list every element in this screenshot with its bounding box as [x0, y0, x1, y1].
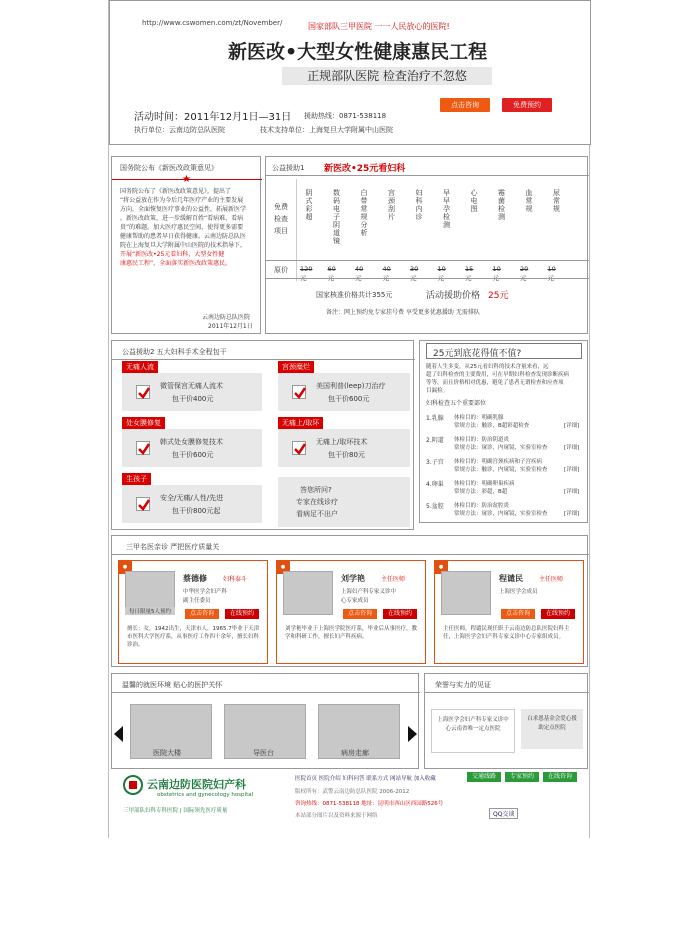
doctor-desc: 擅长：女，1942出生，天津市人，1965.7毕业于天津市医科大学医疗系，从事医疗工作四十余年，擅长妇科诊治。 [127, 626, 260, 648]
header-consult-button[interactable]: 点击咨询 [440, 98, 490, 112]
doctor-line-1: 上海医学会成员 [499, 589, 538, 595]
worth-row-no: 3.子宫 [426, 459, 444, 466]
doctor-card [118, 560, 268, 664]
worth-intro: 随着人生多变，从25元看妇科的技术含量来看，远 超了妇科检查的主要费用，可在早期妇科检查发现诊断疾病 等等，而且价格相对优惠，避免了患者无谓检查和应查项 目漏检。 [426, 364, 570, 394]
aid1-item: 早早孕检测 [443, 189, 450, 229]
check-icon [136, 497, 150, 511]
policy-date: 2011年12月1日 [208, 323, 253, 330]
aid1-price: 40元 [355, 265, 364, 282]
doctor-role: 妇科泰斗 [223, 576, 248, 583]
surgery-tag: 生孩子 [122, 473, 151, 485]
worth-more-link[interactable]: [详细] [564, 511, 580, 517]
aid1-price: 60元 [327, 265, 336, 282]
surgery-name: 微管保宫无痛人流术 [160, 382, 223, 390]
aid1-panel [265, 156, 588, 334]
header-subtitle: 正规部队医院 检查治疗不忽悠 [282, 67, 492, 85]
aid1-item: 阴式彩超 [305, 189, 313, 221]
honor-cert-2: 白求恩基金会爱心援助定点医院 [521, 709, 583, 749]
surgery-tag: 处女膜修复 [122, 417, 165, 429]
worth-row-b: 常规方法：触诊，B超彩超检查 [454, 423, 530, 429]
aid1-price: 10元 [437, 265, 446, 282]
worth-more-link[interactable]: [详细] [564, 445, 580, 451]
aid1-rowhead: 免费检查项目 [274, 203, 288, 235]
surgery-name: 韩式处女膜修复技术 [160, 438, 223, 446]
worth-row-no: 5.盆腔 [426, 503, 444, 510]
worth-more-link[interactable]: [详细] [564, 423, 580, 429]
check-icon [292, 441, 306, 455]
executor: 执行单位：云南边防总队医院 [134, 126, 225, 134]
doctor-name: 程谴民 [499, 574, 523, 583]
logo-en: obstetrics and gynecology hospital [157, 792, 254, 798]
worth-more-link[interactable]: [详细] [564, 489, 580, 495]
header-slogan: 国家部队三甲医院 一一人民放心的医院! [308, 22, 450, 31]
aid1-price: 10元 [547, 265, 556, 282]
aid1-item: 霉菌检测 [498, 189, 505, 221]
footer-note: 本站部分图片以及资料来源于网络 [295, 813, 378, 819]
logo-sub: 三甲部队妇科专科医院 | 国际领先医疗质量 [123, 808, 228, 814]
page [108, 0, 590, 838]
surgery-price: 包干价600元 [172, 451, 214, 459]
aid2-title: 公益援助2 五大妇科手术全程包干 [122, 348, 227, 356]
badge-icon: ● [276, 560, 290, 574]
ask-card[interactable]: 答您所问? 专家在线诊疗 看病足不出户 [278, 477, 410, 527]
surgery-price: 包干价80元 [328, 451, 365, 459]
aid1-item: 血常规 [525, 189, 533, 213]
doctor-role: 主任医师 [539, 576, 564, 583]
doctor-photo [441, 571, 491, 615]
doctor-role: 主任医师 [381, 576, 406, 583]
worth-row-b: 常规方法：彩超，B超 [454, 489, 508, 495]
aid1-price: 30元 [410, 265, 419, 282]
surgery-name: 安全/无痛/人性/先进 [160, 494, 224, 502]
doctor-photo [283, 571, 333, 615]
check-icon [136, 441, 150, 455]
aid1-price: 120元 [300, 265, 313, 282]
honor-title: 荣誉与实力的见证 [435, 681, 491, 689]
worth-row-b: 常规方法：触诊，内窥镜，实验室检查 [454, 467, 548, 473]
star-icon: ★ [182, 174, 191, 185]
surgery-card[interactable] [278, 373, 410, 411]
doctor-book-button[interactable]: 在线预约 [225, 609, 259, 619]
aid1-item: 白带常规分析 [360, 189, 368, 237]
aid2-panel [111, 340, 414, 530]
total-price: 国家核准价格共计355元 [316, 291, 393, 299]
honor-panel [424, 673, 588, 769]
doctor-card [434, 560, 584, 664]
logo-text: 云南边防医院妇产科 [147, 778, 246, 791]
aid1-price: 10元 [492, 265, 501, 282]
surgery-tag: 无痛人流 [122, 361, 158, 373]
env-panel [111, 673, 419, 769]
traffic-button[interactable]: 交通线路 [467, 772, 501, 782]
footer-copyright: 版权所有：武警云南边防总队医院 2006-2012 [295, 789, 410, 795]
worth-row [426, 479, 584, 499]
policy-panel [111, 156, 261, 334]
worth-row-a: 体检目的：防治阴道炎 [454, 437, 510, 443]
next-arrow-icon[interactable] [408, 726, 417, 742]
doctor-line-2: 副主任委员 [183, 598, 211, 604]
surgery-price: 包干价400元 [172, 395, 214, 403]
aid1-price: 15元 [465, 265, 474, 282]
env-title: 温馨的就医环境 贴心的医护关怀 [122, 681, 223, 689]
worth-panel [419, 340, 588, 523]
doctor-card [276, 560, 426, 664]
worth-row-a: 体检目的：防治盆腔炎 [454, 503, 510, 509]
honor-cert-1: 上海医学会妇产科专家义诊中心云南省唯一定点医院 [431, 709, 515, 753]
worth-row-a: 体检目的：明确卵巢疾病 [454, 481, 515, 487]
aid-price-label: 活动援助价格 [426, 291, 481, 301]
policy-title: 国务院公布《新医改政策意见》 [120, 164, 218, 172]
surgery-price: 包干价800元起 [172, 507, 221, 515]
page-title: 新医改•大型女性健康惠民工程 [228, 41, 488, 63]
surgery-price: 包干价600元 [328, 395, 370, 403]
worth-row-no: 4.卵巢 [426, 481, 444, 488]
doctor-name: 蔡德修 [183, 574, 207, 583]
doctor-desc: 主任医师，程谴民现任职于云南边防总队医院妇科主任，上海医学会妇产科专家义诊中心专家组成员。 [443, 626, 570, 640]
doctor-consult-button[interactable]: 点击咨询 [343, 609, 377, 619]
qq-button[interactable]: QQ交谈 [489, 808, 518, 819]
header-url[interactable]: http://www.cswomen.com/zt/November/ [142, 19, 283, 27]
worth-row-a: 体检目的：明确宫颈疾病和子宫疾病 [454, 459, 543, 465]
aid1-item: 妇科内诊 [415, 189, 423, 221]
worth-row-no: 2.阴道 [426, 437, 444, 444]
worth-title: 25元到底花得值不值? [426, 343, 582, 359]
doctor-consult-button[interactable]: 点击咨询 [185, 609, 219, 619]
surgery-name: 美国利普(leep)刀治疗 [316, 382, 386, 390]
aid1-item: 数码电子阴道镜 [333, 189, 340, 245]
surgery-card[interactable] [278, 429, 410, 467]
doctor-line-1: 中华医学会妇产科 [183, 589, 228, 595]
doctor-line-2: 心专家成员 [341, 598, 369, 604]
surgery-card[interactable] [122, 485, 262, 523]
surgery-tag: 宫颈糜烂 [278, 361, 314, 373]
surgery-card[interactable] [122, 429, 262, 467]
worth-row-no: 1.乳腺 [426, 415, 444, 422]
env-photo-1[interactable]: 医院大楼 [130, 704, 212, 759]
doctor-book-button[interactable]: 在线预约 [541, 609, 575, 619]
policy-text: 国务院公布了《新医改政策意见》，提出了 “将公益放在作为今后几年医疗产业的主要发展 方向，全面恢复医疗事业的公益性，拓展新医学 ，新医改政策，进一步缓解百姓“看病难，看病 贵”的难题。加大医疗惠民空间，使得更多需要 健康帮助的患者早日获得健康。云南边防总队医 院在上海复旦大学附属中山医院的技术指导下， 开展“新医改•25元看妇科，大型女性健 康惠民工程”，全面落实新医改政策惠民。 [120, 188, 247, 267]
surgery-tag: 无痛上/取环 [278, 417, 323, 429]
header-book-button[interactable]: 免费预约 [502, 98, 552, 112]
aid-price-value: 25元 [488, 291, 509, 301]
doctors-title: 三甲名医亲诊 严把医疗质量关 [126, 543, 220, 551]
worth-more-link[interactable]: [详细] [564, 467, 580, 473]
header-panel [109, 0, 591, 145]
aid1-title: 新医改•25元看妇科 [324, 164, 406, 174]
env-photo-2[interactable]: 导医台 [224, 704, 306, 759]
tech-support: 技术支持单位：上海复旦大学附属中山医院 [260, 126, 393, 134]
aid1-item: 心电图 [470, 189, 478, 213]
badge-icon: ● [434, 560, 448, 574]
worth-sub: 妇科检查五个重要部位 [426, 400, 487, 407]
worth-row [426, 435, 584, 455]
worth-row-b: 常规方法：窥诊，内窥镜，实验室检查 [454, 445, 548, 451]
aid1-label: 公益援助1 [272, 164, 305, 172]
doctor-book-button[interactable]: 在线预约 [383, 609, 417, 619]
doctor-consult-button[interactable]: 点击咨询 [501, 609, 535, 619]
worth-row [426, 457, 584, 477]
booking-tip: 每日限量5人预约 [125, 607, 175, 615]
doctor-line-1: 上海妇产科专家义诊中 [341, 589, 397, 595]
price-label: 原价 [274, 266, 288, 274]
doctors-panel [111, 535, 588, 667]
footer-tel: 咨询热线：0871-538118 地址：昆明市西山区西园路526号 [295, 801, 444, 807]
check-icon [292, 385, 306, 399]
aid1-note: 备注：网上预约免专家挂号费 享受更多优惠援助 无需排队 [326, 309, 480, 316]
worth-row [426, 501, 584, 521]
prev-arrow-icon[interactable] [114, 726, 123, 742]
worth-row-b: 常规方法：窥诊，内窥镜，实验室检查 [454, 511, 548, 517]
aid1-item: 尿常规 [553, 189, 560, 213]
footer-nav[interactable]: 医院首页 医院介绍 妇科问答 联系方式 网站导航 加入收藏 [295, 776, 436, 782]
check-icon [136, 385, 150, 399]
hotline: 援助热线：0871-538118 [304, 112, 387, 120]
doctor-name: 刘学艳 [341, 574, 365, 583]
worth-row-a: 体检目的：明确乳腺 [454, 415, 504, 421]
surgery-card[interactable] [122, 373, 262, 411]
aid1-price: 20元 [520, 265, 529, 282]
logo-icon [123, 775, 143, 795]
surgery-name: 无痛上/取环技术 [316, 438, 368, 446]
badge-icon: ● [118, 560, 132, 574]
online-consult-button[interactable]: 在线咨询 [543, 772, 577, 782]
aid1-item: 宫颈刮片 [388, 189, 395, 221]
doctor-desc: 刘学艳毕业于上海医学院医疗系，毕业后从事医疗，教学和科研工作，擅长妇产科疾病。 [285, 626, 418, 640]
worth-row [426, 413, 584, 433]
event-date: 活动时间：2011年12月1日—31日 [134, 112, 292, 123]
aid1-price: 40元 [382, 265, 391, 282]
expert-book-button[interactable]: 专家预约 [505, 772, 539, 782]
env-photo-3[interactable]: 病房走廊 [318, 704, 400, 759]
policy-signature: 云南边防总队医院 [202, 314, 251, 321]
